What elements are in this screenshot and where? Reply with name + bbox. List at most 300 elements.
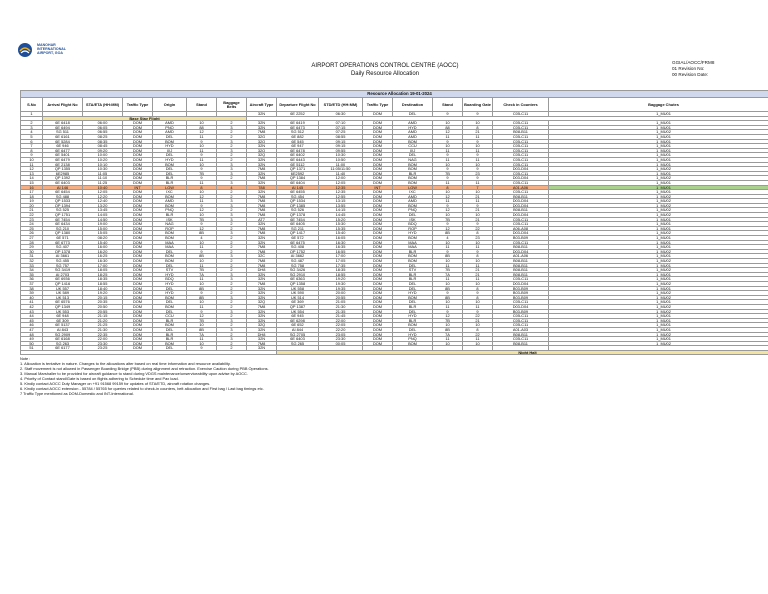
table-cell: 3 <box>217 199 247 204</box>
table-cell: BLR <box>153 337 187 342</box>
table-cell: 7A <box>433 332 463 337</box>
doc-ref-line: 00 Revision Date: <box>672 71 709 77</box>
table-cell: 7B <box>433 217 463 222</box>
table-cell: DOM <box>363 314 393 319</box>
table-cell: DOM <box>363 245 393 250</box>
night-halt-label: Night Halt <box>277 350 768 355</box>
table-cell: 2 <box>217 268 247 273</box>
table-cell: D03-D04 <box>493 304 549 309</box>
table-cell: 46 <box>21 323 43 328</box>
table-cell: DOM <box>363 236 393 241</box>
table-cell: 14:15 <box>319 208 363 213</box>
table-cell: 16:00 <box>83 245 123 250</box>
table-cell: BLR <box>153 176 187 181</box>
table-cell: PNQ <box>393 337 433 342</box>
table-cell: 10 <box>463 213 493 218</box>
column-header: Traffic Type <box>363 98 393 112</box>
column-header: Baggage Chutes <box>549 98 768 112</box>
table-cell: 10 <box>433 121 463 126</box>
table-cell: UK 557 <box>43 286 83 291</box>
table-cell: 8 <box>463 286 493 291</box>
table-cell: DOM <box>363 231 393 236</box>
table-cell: DOM <box>363 295 393 300</box>
table-cell: 21:30 <box>83 327 123 332</box>
table-cell: 6E 6477 <box>43 148 83 153</box>
table-cell: 11 <box>463 199 493 204</box>
table-cell: 2 <box>217 222 247 227</box>
table-cell: 14 <box>21 176 43 181</box>
table-cell: DOM <box>123 337 153 342</box>
table-cell: 1_MU01 <box>549 134 768 139</box>
table-cell: SG 265 <box>277 341 319 346</box>
table-cell: 08:20 <box>83 236 123 241</box>
table-cell: B08-B11 <box>493 194 549 199</box>
table-cell: NAG <box>153 222 187 227</box>
table-cell: 8B <box>433 231 463 236</box>
table-cell: 2 <box>217 286 247 291</box>
table-cell: C05-C11 <box>493 134 549 139</box>
table-cell: 11 <box>433 180 463 185</box>
table-cell: 49 <box>21 337 43 342</box>
table-cell: DOM <box>363 327 393 332</box>
table-cell: 2 <box>217 263 247 268</box>
table-cell: 10 <box>463 121 493 126</box>
table-cell: 6E 652 <box>277 323 319 328</box>
table-cell: PNQ <box>393 208 433 213</box>
table-cell: 32N <box>247 121 277 126</box>
table-cell: 7M8 <box>247 194 277 199</box>
note-line: 1. Allocation is tentative in nature. Changes to the allocations alter based on real time information and resource availability. <box>20 361 231 367</box>
table-cell: 19:00 <box>83 222 123 227</box>
table-cell: 7M8 <box>247 259 277 264</box>
table-cell: 11 <box>187 304 217 309</box>
table-cell: 1_MU01 <box>549 112 768 117</box>
table-cell: 18:25 <box>83 272 123 277</box>
table-cell: DEL <box>393 112 433 117</box>
table-cell: 6E 7454 <box>43 217 83 222</box>
table-cell: 32N <box>247 286 277 291</box>
table-cell: 9 <box>187 176 217 181</box>
table-cell: 11 <box>187 157 217 162</box>
table-cell: BOM <box>153 323 187 328</box>
table-cell: 7M8 <box>247 231 277 236</box>
table-cell: 19:35 <box>319 286 363 291</box>
table-cell: 42 <box>21 304 43 309</box>
table-cell: 32N <box>247 337 277 342</box>
table-cell: 2 <box>217 194 247 199</box>
table-cell: AMD <box>393 121 433 126</box>
table-cell: DOM <box>123 213 153 218</box>
table-cell: 2 <box>217 134 247 139</box>
table-cell: DOM <box>363 249 393 254</box>
table-cell: 11 <box>187 245 217 250</box>
table-cell: BDQ <box>153 277 187 282</box>
table-cell: SG 525 <box>43 208 83 213</box>
table-cell: DEL <box>393 263 433 268</box>
table-cell: 09:55 <box>319 148 363 153</box>
table-cell: 18:55 <box>319 272 363 277</box>
table-cell: 7M8 <box>247 176 277 181</box>
airport-logo <box>17 41 77 63</box>
table-cell: 2 <box>217 121 247 126</box>
table-cell: 9 <box>433 139 463 144</box>
table-cell: 1_MU01 <box>549 139 768 144</box>
table-cell: DOM <box>123 148 153 153</box>
table-cell: 15:30 <box>319 222 363 227</box>
table-cell: DOM <box>123 314 153 319</box>
table-cell: DOM <box>123 277 153 282</box>
table-cell: 14:50 <box>83 217 123 222</box>
table-cell: 24 <box>21 222 43 227</box>
table-caption-row <box>21 91 768 98</box>
table-cell: 23:05 <box>319 332 363 337</box>
document-heading <box>230 62 540 78</box>
table-cell: 1_MU01 <box>549 314 768 319</box>
table-cell: 22 <box>463 226 493 231</box>
table-cell: 7A <box>187 272 217 277</box>
table-cell: INT <box>363 185 393 190</box>
column-header: Destination <box>393 98 433 112</box>
table-cell: DEL <box>153 171 187 176</box>
table-cell: 9 <box>433 153 463 158</box>
table-cell: 22:00 <box>319 318 363 323</box>
table-cell: SG 408 <box>277 245 319 250</box>
table-cell: DOM <box>123 327 153 332</box>
table-cell: 32N <box>247 112 277 117</box>
note-line: 5. Kindly contact AOCC Duty Manager on +91 91568 99159 for updates of STA/ETD, aircraft rotation changes. <box>20 381 211 387</box>
table-cell: 12:00 <box>319 176 363 181</box>
doc-ref-line: GGIAL/AOCC/FRM8 <box>672 60 715 65</box>
table-cell: 10 <box>463 281 493 286</box>
table-cell: 11 <box>187 277 217 282</box>
table-cell: 11:25 <box>83 180 123 185</box>
table-cell: 17:35 <box>319 263 363 268</box>
table-cell: 1_MU02 <box>549 249 768 254</box>
table-cell: DOM <box>123 231 153 236</box>
table-cell: 23:25 <box>83 346 123 351</box>
table-cell: C05-C11 <box>493 162 549 167</box>
table-cell: 32N <box>247 272 277 277</box>
table-cell: SG 487 <box>277 259 319 264</box>
table-cell: DEL <box>153 153 187 158</box>
table-cell: 10 <box>187 259 217 264</box>
table-cell: 13 <box>21 171 43 176</box>
table-cell: 07:25 <box>319 130 363 135</box>
table-cell: DOM <box>123 176 153 181</box>
table-cell: 1_MU01 <box>549 236 768 241</box>
table-cell: DEL <box>153 300 187 305</box>
table-cell: 7B <box>187 171 217 176</box>
table-cell: 2 <box>217 249 247 254</box>
table-cell: 43 <box>21 309 43 314</box>
table-cell: 19:20 <box>83 291 123 296</box>
table-cell: 22:35 <box>83 332 123 337</box>
table-cell: 16:35 <box>319 245 363 250</box>
table-cell: 37 <box>21 281 43 286</box>
table-cell: 12 <box>21 167 43 172</box>
table-cell: 11 <box>187 148 217 153</box>
table-cell: SG 210 <box>43 226 83 231</box>
table-cell: 32N <box>247 157 277 162</box>
table-cell: UK 514 <box>277 295 319 300</box>
table-cell: BOM <box>393 323 433 328</box>
table-cell: DOM <box>363 153 393 158</box>
table-cell: UK 553 <box>43 309 83 314</box>
table-cell: DOM <box>123 304 153 309</box>
table-cell: 1_MU01 <box>549 245 768 250</box>
table-cell: ISK <box>153 217 187 222</box>
table-cell: 32N <box>247 327 277 332</box>
table-cell: STV <box>393 268 433 273</box>
table-cell: DOM <box>123 144 153 149</box>
table-cell: 1_MU02 <box>549 268 768 273</box>
table-cell: 6E 6473 <box>277 125 319 130</box>
table-cell: 12:55 <box>319 194 363 199</box>
table-cell: 9 <box>463 167 493 172</box>
table-cell: 17:00 <box>83 263 123 268</box>
table-cell: 9 <box>187 249 217 254</box>
table-cell: 13:20 <box>83 203 123 208</box>
table-cell: DH8 <box>247 268 277 273</box>
table-cell: DEL <box>393 153 433 158</box>
table-cell: 1_MU02 <box>549 341 768 346</box>
table-cell: AI 844 <box>277 327 319 332</box>
table-cell: MAA <box>393 245 433 250</box>
table-cell: BOM <box>393 167 433 172</box>
table-cell: DOM <box>123 291 153 296</box>
table-cell: 6E 572 <box>277 236 319 241</box>
table-cell: 31 <box>21 254 43 259</box>
table-cell: 9 <box>433 291 463 296</box>
table-cell: 28 <box>21 240 43 245</box>
table-cell: 10 <box>187 144 217 149</box>
table-cell: DOM <box>363 194 393 199</box>
table-cell: 32N <box>247 190 277 195</box>
table-cell: 1_MU01 <box>549 337 768 342</box>
table-cell: 1_MU01 <box>549 254 768 259</box>
table-cell: QP 1533 <box>43 199 83 204</box>
table-cell: 1_MU01 <box>549 300 768 305</box>
table-cell: 11 <box>463 337 493 342</box>
table-cell: B08-B11 <box>493 332 549 337</box>
table-cell: DOM <box>363 180 393 185</box>
table-cell: 9 <box>187 222 217 227</box>
table-cell: DOM <box>123 272 153 277</box>
table-cell: SG 263 <box>43 341 83 346</box>
table-cell: 16:30 <box>83 259 123 264</box>
table-cell: 1_MU01 <box>549 153 768 158</box>
table-cell: C05-C11 <box>493 323 549 328</box>
table-cell: DOM <box>123 162 153 167</box>
table-cell: 3 <box>217 327 247 332</box>
table-cell: 12:40 <box>83 199 123 204</box>
table-cell: 6E 6454 <box>43 190 83 195</box>
table-body <box>21 112 768 355</box>
table-cell: 1_MU01 <box>549 162 768 167</box>
table-cell: 21 <box>463 208 493 213</box>
table-cell: 22 <box>21 213 43 218</box>
table-cell <box>21 350 277 355</box>
document-title: AIRPORT OPERATIONS CONTROL CENTRE (AOCC) <box>311 63 459 69</box>
table-cell: 10 <box>463 162 493 167</box>
table-cell: 15:00 <box>83 226 123 231</box>
table-cell: 11 <box>187 199 217 204</box>
table-cell: DOM <box>123 236 153 241</box>
table-cell: 1_MU01 <box>549 190 768 195</box>
table-cell: DEL <box>153 327 187 332</box>
table-cell: 10 <box>433 300 463 305</box>
table-cell: 6E 6403 <box>277 337 319 342</box>
table-cell: 11 <box>433 277 463 282</box>
table-cell: 788 <box>247 185 277 190</box>
table-cell: 9 <box>463 176 493 181</box>
table-cell: 11 <box>433 263 463 268</box>
table-header-row <box>21 98 768 112</box>
table-cell: RQP <box>393 226 433 231</box>
table-cell: DEL <box>393 327 433 332</box>
table-cell: B03-B09 <box>493 291 549 296</box>
table-cell: SG 3426 <box>277 268 319 273</box>
table-cell: 22 <box>463 332 493 337</box>
table-cell: DEL <box>153 134 187 139</box>
table-cell: 6E 6494 <box>43 125 83 130</box>
table-cell: BOM <box>153 139 187 144</box>
table-cell: 32N <box>247 318 277 323</box>
table-cell: 6E 5137 <box>43 323 83 328</box>
table-cell: 08:45 <box>83 144 123 149</box>
table-cell: 41 <box>21 300 43 305</box>
table-cell: 21 <box>463 217 493 222</box>
table-cell: 3 <box>217 318 247 323</box>
table-cell: QP 1394 <box>43 203 83 208</box>
table-cell: 10 <box>433 190 463 195</box>
table-cell: 1_MU01 <box>549 148 768 153</box>
table-cell: MAA <box>393 240 433 245</box>
table-cell: 6E 6773 <box>43 240 83 245</box>
table-cell: 11:40 <box>319 171 363 176</box>
table-cell: 9 <box>187 291 217 296</box>
table-cell: DOM <box>123 318 153 323</box>
table-cell: B03-B09 <box>493 236 549 241</box>
table-cell: 32N <box>247 144 277 149</box>
table-cell: 16:20 <box>83 249 123 254</box>
table-cell: QP 1355 <box>43 167 83 172</box>
table-cell: 18:35 <box>83 277 123 282</box>
table-cell: 32Q <box>247 148 277 153</box>
table-cell: 10 <box>463 259 493 264</box>
table-cell: 7M8 <box>247 130 277 135</box>
table-cell: BOM <box>393 259 433 264</box>
table-cell: 9 <box>433 309 463 314</box>
table-cell: BOM <box>393 203 433 208</box>
table-cell: 21 <box>463 130 493 135</box>
table-cell: 11 <box>433 337 463 342</box>
table-cell: 9 <box>463 139 493 144</box>
table-cell: 1_MU02 <box>549 304 768 309</box>
table-cell: DOM <box>363 199 393 204</box>
table-cell: 1_MU01 <box>549 240 768 245</box>
table-cell: 7B <box>187 318 217 323</box>
table-cell: B03-B09 <box>493 286 549 291</box>
table-cell: DOM <box>363 130 393 135</box>
note-line: 4. Priority of Contact stand/Gate is based on flights adhering to Schedule time and Pax load. <box>20 376 179 382</box>
table-cell: 13:55 <box>319 203 363 208</box>
table-cell: QP 1534 <box>277 199 319 204</box>
table-cell: 6E 571 <box>43 236 83 241</box>
table-cell: 3 <box>217 180 247 185</box>
table-cell: 1_MU02 <box>549 295 768 300</box>
table-cell: BLR <box>393 277 433 282</box>
column-header: Traffic Type <box>123 98 153 112</box>
table-cell: 17:05 <box>319 259 363 264</box>
table-cell: ISK <box>393 217 433 222</box>
table-cell: 1_MU02 <box>549 208 768 213</box>
table-cell: 8B <box>433 327 463 332</box>
table-cell: 2 <box>217 157 247 162</box>
table-cell: HYD <box>153 144 187 149</box>
table-cell: 2 <box>217 144 247 149</box>
table-cell: 08:35 <box>83 139 123 144</box>
table-cell: 1_MU02 <box>549 281 768 286</box>
table-cell: DOM <box>123 245 153 250</box>
table-cell: 21 <box>463 318 493 323</box>
table-cell: SG 511 <box>43 130 83 135</box>
table-cell: 30 <box>21 249 43 254</box>
table-cell: 10 <box>187 121 217 126</box>
table-cell: 9 <box>187 167 217 172</box>
table-cell: DOM <box>363 121 393 126</box>
table-cell: 22 <box>463 314 493 319</box>
table-cell: DOM <box>123 125 153 130</box>
table-cell: QP 1378 <box>277 213 319 218</box>
column-header: Baggage Belts <box>217 98 247 112</box>
table-cell: CCU <box>393 144 433 149</box>
table-cell: B08-B11 <box>493 130 549 135</box>
table-cell: 18:40 <box>83 286 123 291</box>
table-cell: QP 1417 <box>277 231 319 236</box>
table-cell: AMD <box>153 121 187 126</box>
table-cell: STV <box>153 268 187 273</box>
table-cell: BOM <box>153 231 187 236</box>
table-cell: B08-B11 <box>493 341 549 346</box>
table-cell: C05-C11 <box>493 125 549 130</box>
logo-line: INTERNATIONAL <box>37 47 67 52</box>
table-cell: BOM <box>393 162 433 167</box>
table-cell: C05-C11 <box>493 300 549 305</box>
table-cell: DEL <box>153 263 187 268</box>
table-cell: D03-D04 <box>493 213 549 218</box>
table-cell: DOM <box>123 203 153 208</box>
table-cell: 7M8 <box>247 213 277 218</box>
table-cell: 22:05 <box>319 323 363 328</box>
table-cell: 32N <box>247 346 277 351</box>
table-cell: B08-B11 <box>493 245 549 250</box>
table-cell: AMD <box>393 194 433 199</box>
table-cell: 6E 6177 <box>43 346 83 351</box>
table-cell: 8B <box>433 286 463 291</box>
table-cell: 7B <box>433 171 463 176</box>
table-cell: DOM <box>363 254 393 259</box>
table-cell: 6E 7454 <box>277 217 319 222</box>
table-cell: 1_MU01 <box>549 222 768 227</box>
table-cell: 3 <box>217 213 247 218</box>
table-cell: SG 2909 <box>43 332 83 337</box>
table-cell: 1_MU02 <box>549 199 768 204</box>
table-cell: AMD <box>393 134 433 139</box>
table-cell: 7M8 <box>247 199 277 204</box>
table-cell: 1_MU02 <box>549 259 768 264</box>
table-cell: SG 488 <box>43 194 83 199</box>
